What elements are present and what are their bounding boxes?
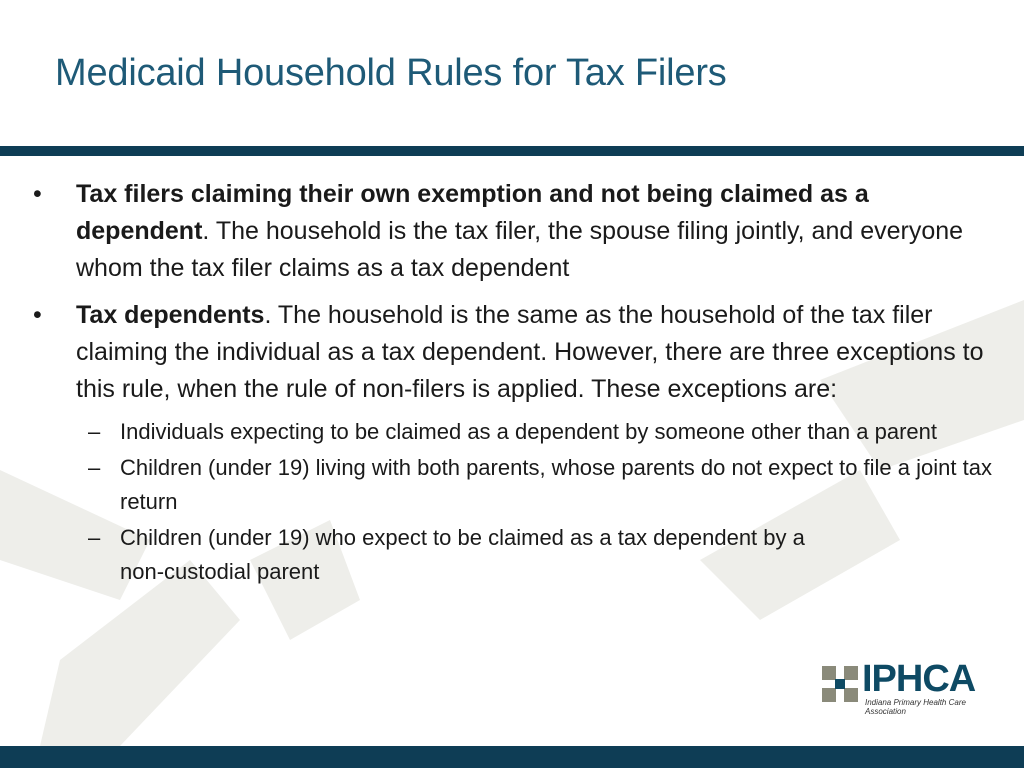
logo-mark-icon bbox=[822, 666, 858, 702]
bullet-bold-text: Tax filers claiming their own exemption and not being claimed as a dependent bbox=[76, 180, 869, 245]
logo-tagline: Indiana Primary Health Care Association bbox=[865, 698, 966, 716]
bullet-marker: • bbox=[33, 301, 42, 329]
bullet-marker: • bbox=[33, 180, 42, 208]
bullet-text: . The household is the tax filer, the spouse filing jointly, and everyone whom the tax filer claims as a tax dependent bbox=[76, 217, 964, 282]
sub-bullet-marker: – bbox=[88, 455, 101, 480]
sub-bullet-marker: – bbox=[88, 419, 101, 444]
slide-title: Medicaid Household Rules for Tax Filers bbox=[55, 52, 727, 94]
logo-name: IPHCA bbox=[862, 658, 976, 700]
sub-bullet-text: Children (under 19) living with both parents, whose parents do not expect to file a joint tax return bbox=[120, 455, 992, 514]
sub-bullet-text: Children (under 19) who expect to be claimed as a tax dependent by a non-custodial parent bbox=[120, 525, 805, 584]
sub-bullet-item bbox=[33, 415, 1008, 449]
bullet-item bbox=[33, 176, 1008, 287]
slide-content bbox=[33, 176, 1008, 594]
sub-bullet-text: Individuals expecting to be claimed as a dependent by someone other than a parent bbox=[120, 419, 937, 444]
iphca-logo bbox=[822, 660, 992, 720]
title-divider-bar bbox=[0, 146, 1024, 156]
footer-bar bbox=[0, 746, 1024, 768]
bullet-item bbox=[33, 297, 1008, 408]
sub-bullet-item bbox=[33, 451, 1008, 519]
sub-bullet-marker: – bbox=[88, 525, 101, 550]
sub-bullet-item bbox=[33, 521, 820, 589]
bullet-bold-text: Tax dependents bbox=[76, 301, 265, 329]
bullet-text: . The household is the same as the household of the tax filer claiming the individual as a tax dependent. However, there are three exceptions to this rule, when the rule of non-filers is applied. These exceptions are: bbox=[76, 301, 984, 403]
